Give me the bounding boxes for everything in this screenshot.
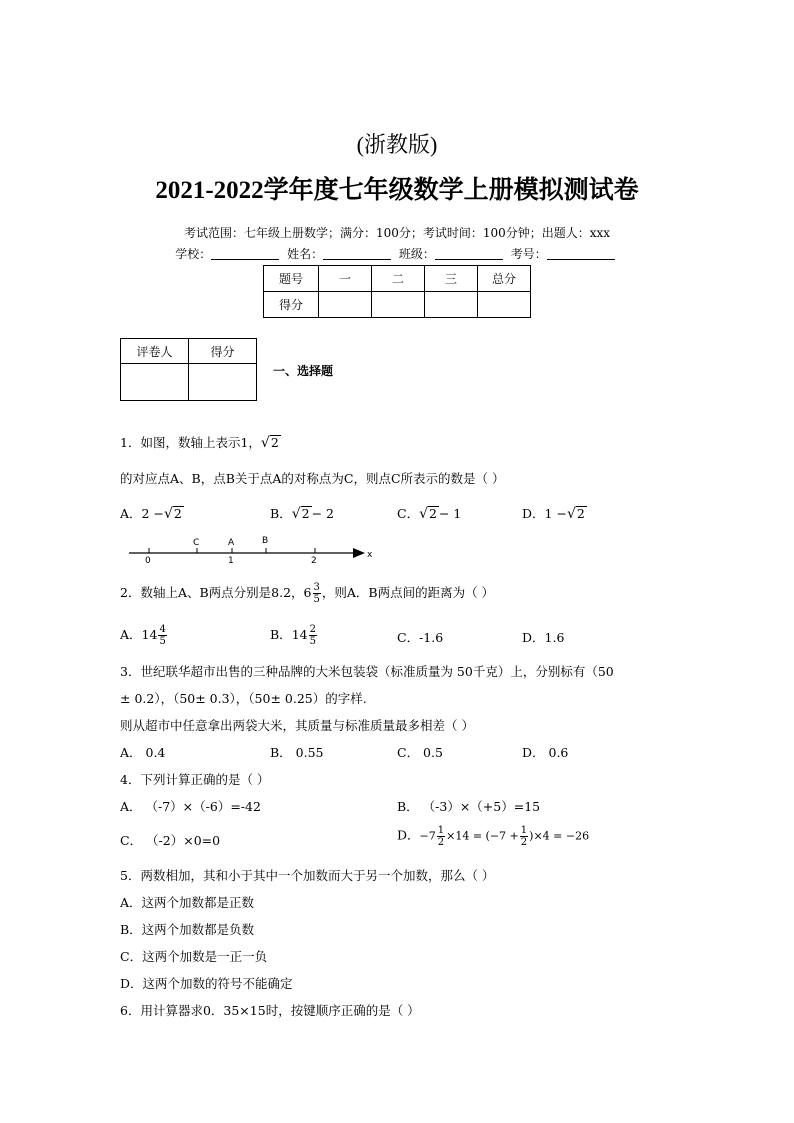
q1-option-d[interactable]: D．1 −√2 (522, 506, 585, 522)
q5-option-d[interactable]: D．这两个加数的符号不能确定 (120, 976, 293, 991)
score-header-question: 题号 (264, 266, 319, 292)
point-label-b: B (262, 536, 269, 546)
fraction (309, 624, 317, 647)
grader-table (120, 338, 257, 401)
q1-text: 1．如图，数轴上表示1， (120, 435, 261, 450)
q1-stem-line2: 的对应点A、B，点B关于点A的对称点为C，则点C所表示的数是（ ） (120, 471, 505, 486)
class-label: 班级： (398, 247, 435, 261)
sqrt-radicand: 2 (270, 435, 279, 450)
mixed-whole: 14 (141, 627, 158, 642)
q4-option-d[interactable] (397, 825, 589, 848)
q4-stem: 4．下列计算正确的是（ ） (120, 772, 270, 787)
option-label: A． (120, 506, 142, 521)
q4-option-b[interactable]: B． （-3）×（+5）=15 (397, 799, 541, 814)
q5-option-a[interactable]: A．这两个加数都是正数 (120, 895, 255, 910)
name-blank[interactable] (323, 247, 391, 260)
grader-cell[interactable] (121, 364, 189, 401)
denominator: 5 (309, 636, 316, 647)
q2-stem (120, 582, 494, 605)
numerator: 3 (313, 582, 320, 593)
option-text: − 2 (311, 506, 334, 521)
class-blank[interactable] (435, 247, 503, 260)
q5-option-b[interactable]: B．这两个加数都是负数 (120, 922, 255, 937)
denominator: 5 (313, 594, 320, 605)
school-label: 学校： (175, 247, 212, 261)
q2-option-c[interactable]: C．-1.6 (397, 630, 444, 645)
score-header-total: 总分 (478, 266, 531, 292)
q1-option-a[interactable]: A．2 −√2 (120, 506, 182, 522)
option-label: D． (397, 827, 420, 843)
sqrt-radicand: 2 (429, 506, 437, 521)
exam-number-blank[interactable] (547, 247, 615, 260)
q3-stem-line3: 则从超市中任意拿出两袋大米，其质量与标准质量最多相差（ ） (120, 718, 474, 733)
number-line-svg (125, 532, 375, 570)
q4-option-a[interactable]: A． （-7）×（-6）=-42 (120, 799, 261, 814)
option-label: C． (397, 506, 420, 521)
score-cell[interactable] (425, 292, 478, 318)
score-cell[interactable] (319, 292, 372, 318)
tick-label-2: 2 (311, 556, 317, 566)
score-header-3: 三 (425, 266, 478, 292)
section-title: 一、选择题 (273, 364, 334, 378)
score-row-label: 得分 (264, 292, 319, 318)
q1-option-b[interactable]: B．√2 − 2 (270, 506, 334, 522)
number-line-figure (125, 532, 375, 570)
numerator: 4 (159, 624, 166, 635)
tick-label-0: 0 (145, 556, 151, 566)
denominator: 2 (520, 837, 528, 848)
tick-label-1: 1 (228, 556, 234, 566)
fraction (158, 624, 166, 647)
q2-option-a[interactable] (120, 624, 168, 647)
denominator: 2 (437, 837, 445, 848)
q2-option-b[interactable] (270, 624, 318, 647)
q2-text: 2．数轴上A、B两点分别是8.2， (120, 585, 304, 600)
q4-option-c[interactable]: C． （-2）×0=0 (120, 833, 221, 848)
q1-option-c[interactable]: C．√2 − 1 (397, 506, 462, 522)
numerator: 1 (437, 825, 445, 836)
axis-arrow (353, 548, 365, 558)
name-label: 姓名： (287, 247, 324, 261)
numerator: 1 (520, 825, 528, 836)
score-header-1: 一 (319, 266, 372, 292)
denominator: 5 (159, 636, 166, 647)
q2-option-d[interactable]: D．1.6 (522, 630, 565, 645)
score-cell[interactable] (372, 292, 425, 318)
option-label: B． (270, 627, 292, 642)
option-text: − 1 (438, 506, 462, 521)
mixed-whole: 6 (303, 585, 312, 600)
expr-part: −7 (419, 829, 436, 843)
student-fields (0, 245, 794, 262)
q5-option-c[interactable]: C．这两个加数是一正一负 (120, 949, 268, 964)
expr-part: ×14 = (−7 + (446, 829, 519, 843)
expr-part: )×4 = −26 (529, 829, 590, 843)
fraction (313, 582, 321, 605)
exam-number-label: 考号： (510, 247, 547, 261)
q3-option-a[interactable]: A． 0.4 (120, 745, 166, 760)
axis-name-x: x (367, 550, 373, 560)
q6-stem: 6．用计算器求0．35×15时，按键顺序正确的是（ ） (120, 1003, 420, 1018)
mixed-whole: 14 (291, 627, 308, 642)
score-header-2: 二 (372, 266, 425, 292)
q1-stem-line1: 1．如图，数轴上表示1，√2 (120, 435, 279, 451)
score-table (263, 265, 531, 318)
sqrt-radicand: 2 (173, 506, 182, 521)
option-label: A． (120, 627, 142, 642)
numerator: 2 (309, 624, 316, 635)
q3-option-d[interactable]: D． 0.6 (522, 745, 569, 760)
option-label: B． (270, 506, 292, 521)
point-label-a: A (228, 538, 235, 548)
page-title: 2021-2022学年度七年级数学上册模拟测试卷 (155, 177, 639, 204)
q3-option-b[interactable]: B． 0.55 (270, 745, 324, 760)
sqrt-radicand: 2 (576, 506, 585, 521)
q5-stem: 5．两数相加，其和小于其中一个加数而大于另一个加数，那么（ ） (120, 868, 495, 883)
exam-info: 考试范围：七年级上册数学；满分：100分；考试时间：100分钟；出题人：xxx (183, 226, 611, 240)
score-cell[interactable] (478, 292, 531, 318)
school-blank[interactable] (211, 247, 279, 260)
sqrt-radicand: 2 (301, 506, 310, 521)
option-text: 1 − (544, 506, 567, 521)
option-text: 2 − (141, 506, 164, 521)
q3-stem-line2: ± 0.2），（50± 0.3），（50± 0.25）的字样. (120, 691, 367, 706)
q3-option-c[interactable]: C． 0.5 (397, 745, 443, 760)
grader-score-header: 得分 (189, 339, 257, 364)
grader-score-cell[interactable] (189, 364, 257, 401)
q2-text-post: ，则A．B两点间的距离为（ ） (321, 585, 495, 600)
fraction (437, 825, 445, 848)
q3-stem-line1: 3．世纪联华超市出售的三种品牌的大米包装袋（标准质量为 50千克）上，分别标有（50 (120, 664, 614, 679)
edition-label: (浙教版) (356, 132, 438, 157)
fraction (520, 825, 528, 848)
option-label: D． (522, 506, 545, 521)
grader-header: 评卷人 (121, 339, 189, 364)
point-label-c: C (193, 538, 200, 548)
